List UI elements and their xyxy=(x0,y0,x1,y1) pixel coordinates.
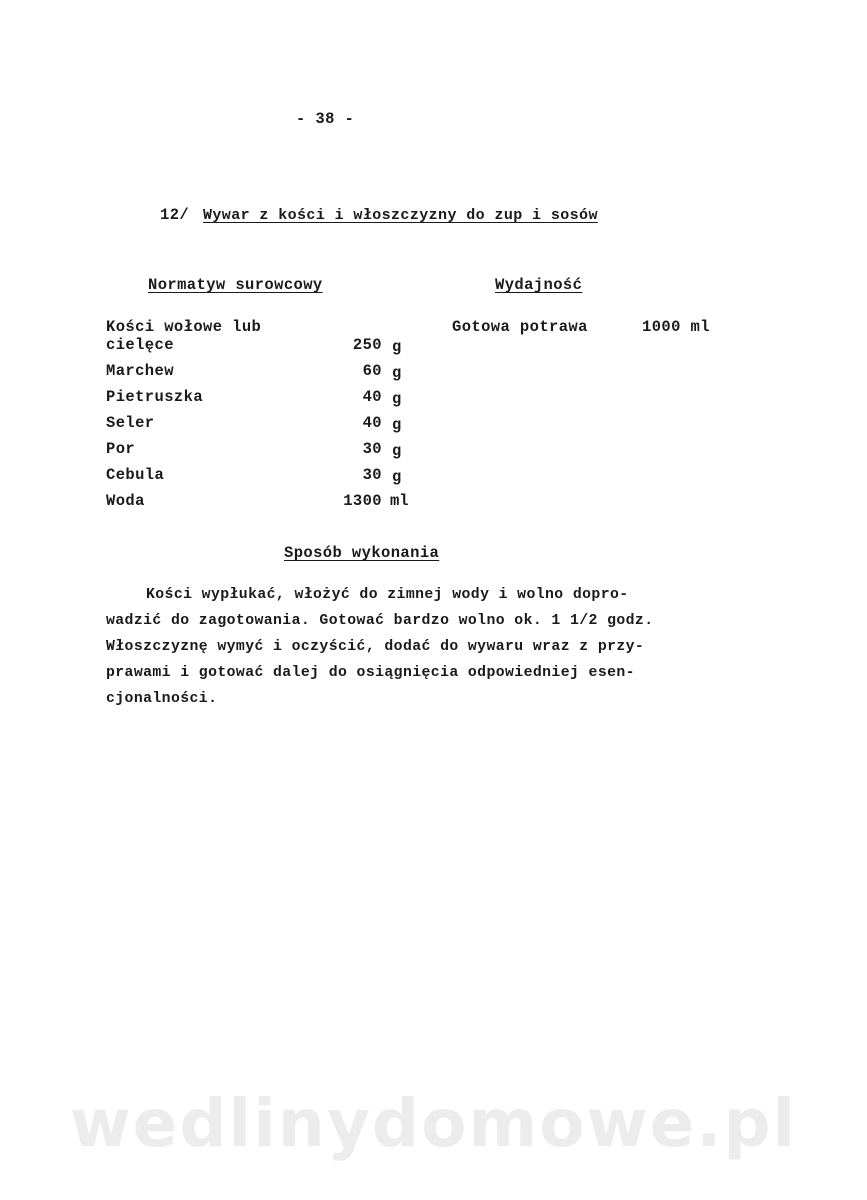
ingredient-quantity: 1300 xyxy=(343,492,382,510)
ingredient-quantity: 40 xyxy=(362,414,382,432)
yield-label: Gotowa potrawa xyxy=(452,318,588,336)
ingredient-name: Pietruszka xyxy=(106,388,204,406)
ingredient-name: Woda xyxy=(106,492,145,510)
method-line: cjonalności. xyxy=(106,691,218,707)
ingredient-quantity: 250 xyxy=(352,336,382,354)
yield-value: 1000 ml xyxy=(642,318,710,336)
page-number: - 38 - xyxy=(296,110,355,128)
watermark: wedlinydomowe.pl xyxy=(69,1085,798,1162)
ingredient-unit: g xyxy=(392,468,402,486)
ingredient-name: Marchew xyxy=(106,362,174,380)
ingredient-name: Cebula xyxy=(106,466,165,484)
recipe-number: 12/ xyxy=(160,206,190,224)
method-line: Włoszczyznę wymyć i oczyścić, dodać do wywaru wraz z przy- xyxy=(106,639,645,655)
ingredient-name: Seler xyxy=(106,414,155,432)
ingredient-name-continued: cielęce xyxy=(106,336,174,354)
method-line: wadzić do zagotowania. Gotować bardzo wolno ok. 1 1/2 godz. xyxy=(106,613,654,629)
norms-heading: Normatyw surowcowy xyxy=(148,276,323,294)
method-heading: Sposób wykonania xyxy=(284,544,440,562)
ingredient-unit: g xyxy=(392,442,402,460)
ingredient-unit: g xyxy=(392,338,402,356)
ingredient-unit: ml xyxy=(390,492,409,510)
ingredient-name: Kości wołowe lub xyxy=(106,318,262,336)
ingredient-quantity: 30 xyxy=(362,466,382,484)
method-line: Kości wypłukać, włożyć do zimnej wody i wolno dopro- xyxy=(146,587,629,603)
yield-heading: Wydajność xyxy=(495,276,583,294)
recipe-title: Wywar z kości i włoszczyzny do zup i sosów xyxy=(203,207,598,224)
ingredient-quantity: 30 xyxy=(362,440,382,458)
ingredient-quantity: 40 xyxy=(362,388,382,406)
method-line: prawami i gotować dalej do osiągnięcia odpowiedniej esen- xyxy=(106,665,635,681)
ingredient-name: Por xyxy=(106,440,136,458)
ingredient-quantity: 60 xyxy=(362,362,382,380)
ingredient-unit: g xyxy=(392,390,402,408)
ingredient-unit: g xyxy=(392,364,402,382)
ingredient-unit: g xyxy=(392,416,402,434)
